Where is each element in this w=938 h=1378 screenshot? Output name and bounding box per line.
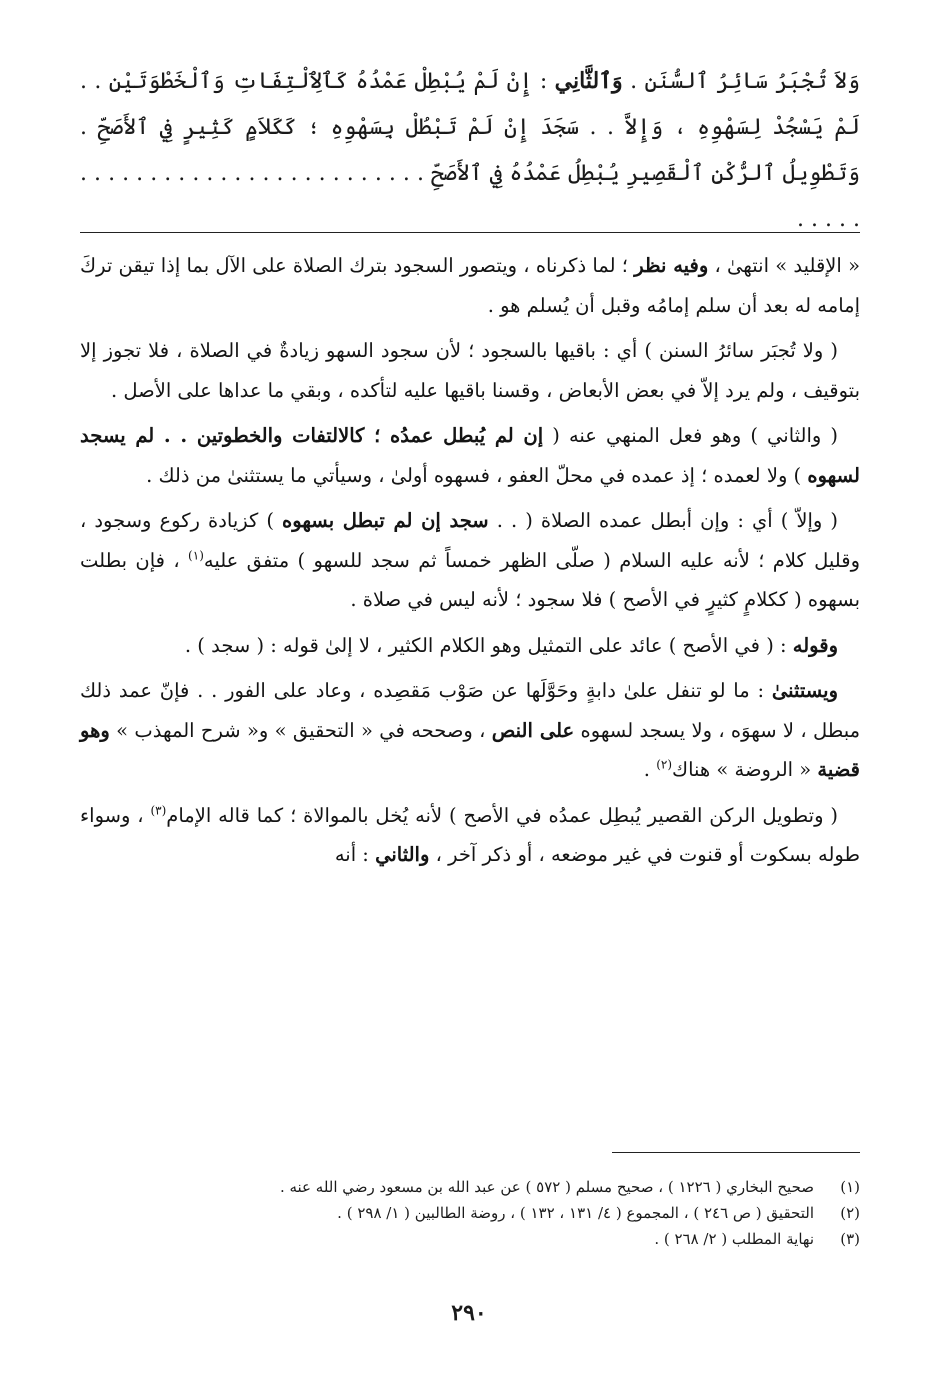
text-run: : ( في الأصح ) عائد على التمثيل وهو الكلام الكثير ، لا إلىٰ قوله : ( سجد ) .: [184, 633, 787, 657]
footnote-number: (٣): [840, 1230, 860, 1248]
paragraph: [80, 626, 860, 666]
sharh-commentary: [80, 246, 860, 881]
text-run: ، وصححه في « التحقيق » و« شرح المهذب »: [116, 718, 486, 742]
paragraph: [80, 671, 860, 790]
text-run: ( والثاني ) وهو فعل المنهي عنه (: [552, 424, 839, 447]
text-run: ( وإلاّ ) أي : وإن أبطل عمده الصلاة ( . .: [496, 509, 838, 532]
paragraph: [80, 416, 860, 495]
text-run: : أنه: [334, 843, 369, 866]
footnotes: [80, 1174, 860, 1252]
footnote-text: نهاية المطلب ( ٢/ ٢٦٨ ) .: [654, 1230, 814, 1248]
footnote-text: صحيح البخاري ( ١٢٢٦ ) ، صحيح مسلم ( ٥٧٢ ) عن عبد الله بن مسعود رضي الله عنه .: [279, 1178, 814, 1196]
bold-run: وفيه نظر: [634, 254, 709, 277]
text-run: « الروضة » هناك: [672, 758, 812, 781]
paragraph: [80, 331, 860, 410]
footnote-number: (٢): [840, 1204, 860, 1222]
footnote-ref[interactable]: (٣): [150, 803, 167, 817]
paragraph: [80, 501, 860, 620]
footnote-item: [80, 1200, 860, 1226]
text-run: ( وتطويل الركن القصير يُبطِل عمدُه في الأصح ) لأنه يُخل بالموالاة ؛ كما قاله الإمام: [166, 803, 838, 827]
footnote-item: [80, 1226, 860, 1252]
page-number: ٢٩٠: [451, 1300, 487, 1326]
text-run: .: [643, 758, 650, 781]
bold-run: سجد إن لم تبطل بسهوه: [282, 509, 489, 532]
footnote-ref[interactable]: (١): [188, 548, 204, 562]
bold-run: وقوله: [792, 633, 838, 657]
footnote-item: [80, 1174, 860, 1200]
matn-dots: . . . . . . . . . . . . . . . . . . . . . . . . . . . . . .: [80, 161, 860, 232]
text-run: ؛ لما ذكرناه ، ويتصور السجود بترك الصلاة على الآل بما إذا تيقن تركَ إمامه له بعد أن سلم إمامُه وقبل أن يُسلم هو .: [80, 254, 860, 317]
matn-text-part: وَلاَ تُجْبَرُ سَائِرُ ٱلسُّنَنِ .: [630, 69, 861, 94]
matn-text-part: : إِنْ لَمْ يُبْطِلْ عَمْدُهُ كَٱلِٱلْتِفَاتِ وَٱلْخَطْوَتَيْنِ . . لَمْ يَسْجُدْ لِسَهْوِهِ ، وَإِلاَّ . . سَجَدَ إِنْ لَمْ تَبْطُلْ بِسَهْوِهِ ؛ كَكَلاَمٍ كَثِيرٍ فِي ٱلأَصَحِّ . وَتَطْوِيلُ ٱلرُّكْنِ ٱلْقَصِيرِ يُبْطِلُ عَمْدُهُ فِي ٱلأَصَحِّ: [80, 69, 860, 186]
footnote-separator: [612, 1152, 860, 1153]
text-run: ) كزيادة ركوع وسجود ، وقليل كلام ؛ لأنه عليه السلام ( صلّى الظهر خمساً ثم سجد للسهو ) متفق عليه: [80, 509, 860, 572]
paragraph: [80, 246, 860, 325]
bold-run: والثاني: [375, 843, 430, 866]
paragraph: [80, 796, 860, 875]
text-run: « الإقليد » انتهىٰ ،: [714, 254, 860, 277]
footnote-ref[interactable]: (٢): [656, 757, 673, 772]
separator-rule: [80, 232, 860, 233]
text-run: ) ولا لعمده ؛ إذ عمده في محلّ العفو ، فسهوه أولىٰ ، وسيأتي ما يستثنىٰ من ذلك .: [146, 463, 802, 487]
matn-highlight: وَٱلثَّانِي: [554, 68, 623, 94]
bold-run: إن لم يُبطل عمدُه ؛ كالالتفات والخطوتين . . لم يسجد لسهوه: [80, 424, 860, 487]
matn-text: [80, 58, 860, 243]
text-run: ( ولا تُجبَر سائرُ السنن ) أي : باقيها بالسجود ؛ لأن سجود السهو زيادةٌ في الصلاة ، فلا تجوز إلا بتوقيف ، ولم يرد إلاّ في بعض الأبعاض ، وقسنا باقيها عليه لتأكده ، وبقي ما عداها على الأصل .: [80, 339, 860, 402]
footnote-number: (١): [840, 1178, 860, 1196]
text-run: : ما لو تنفل علىٰ دابةٍ وحَوَّلَها عن صَوْب مَقصِده ، وعاد على الفور . . فإنّ عمد ذلك مبطل ، لا سهوَه ، ولا يسجد لسهوه: [80, 679, 861, 742]
bold-run: وهو قضية: [80, 718, 860, 781]
footnote-text: التحقيق ( ص ٢٤٦ ) ، المجموع ( ٤/ ١٣١ ، ١٣٢ ) ، روضة الطالبين ( ١/ ٢٩٨ ) .: [337, 1204, 814, 1222]
bold-run: على النص: [491, 718, 575, 742]
text-run: ، فإن بطلت بسهوه ( ككلامٍ كثيرٍ في الأصح ) فلا سجود ؛ لأنه ليس في صلاة .: [80, 548, 860, 611]
bold-run: ويستثنىٰ: [771, 679, 838, 702]
text-run: ، وسواء طوله بسكوت أو قنوت في غير موضعه ، أو ذكر آخر ،: [80, 803, 860, 866]
